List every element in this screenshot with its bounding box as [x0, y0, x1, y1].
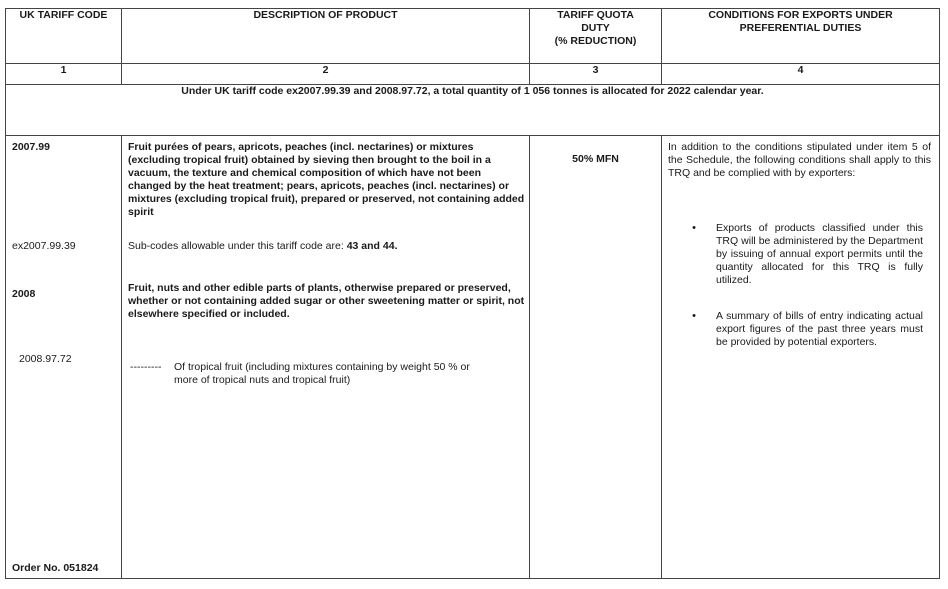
- column-number: 2: [122, 64, 530, 85]
- subheading-dashes: ---------: [130, 361, 162, 373]
- condition-text: A summary of bills of entry indicating actual export figures of the past three years must be provided by potential exporters.: [716, 310, 923, 348]
- conditions-intro: In addition to the conditions stipulated under item 5 of the Schedule, the following conditions shall apply to this TRQ and be complied with by exporters:: [668, 141, 931, 179]
- header-row: [6, 9, 940, 64]
- header-conditions: CONDITIONS FOR EXPORTS UNDER PREFERENTIAL DUTIES: [662, 9, 940, 64]
- condition-text: Exports of products classified under this TRQ will be administered by the Department by issuing of annual export permits until the quantity allocated for this TRQ is fully utilized.: [716, 222, 923, 286]
- product-description: Fruit, nuts and other edible parts of plants, otherwise prepared or preserved, whether or not containing added sugar or other sweetening matter or spirit, not elsewhere specified or included.: [128, 282, 525, 320]
- description-cell: [122, 136, 530, 579]
- column-number-row: [6, 64, 940, 85]
- header-uk-tariff-code: UK TARIFF CODE: [6, 9, 122, 64]
- tariff-code: 2007.99: [12, 141, 50, 153]
- tariff-quota-duty: 50% MFN: [572, 153, 619, 165]
- header-tariff-quota-duty: TARIFF QUOTA DUTY (% REDUCTION): [530, 9, 662, 64]
- column-number: 1: [6, 64, 122, 85]
- product-description: Fruit purées of pears, apricots, peaches (incl. nectarines) or mixtures (excluding tropical fruit) obtained by sieving then brought to the boil in a vacuum, the texture and chemical composition of which have not been changed by the heat treatment; pears, apricots, peaches (incl. nectarines) or mixtures (excluding tropical fruit), prepared or preserved, not containing added spirit: [128, 141, 525, 218]
- tariff-quota-table: [5, 8, 940, 579]
- subheading-description: Of tropical fruit (including mixtures containing by weight 50 % or more of tropical nuts and tropical fruit): [174, 361, 470, 386]
- condition-bullet: [687, 222, 923, 287]
- tariff-code: 2008.97.72: [19, 353, 72, 365]
- bullet-icon: •: [692, 310, 696, 322]
- duty-cell: [530, 136, 662, 579]
- sub-codes-note: Sub-codes allowable under this tariff code are: 43 and 44.: [128, 240, 398, 252]
- bullet-icon: •: [692, 222, 696, 234]
- condition-bullet: [687, 310, 923, 349]
- column-number: 4: [662, 64, 940, 85]
- allocation-row: [6, 85, 940, 136]
- tariff-code: 2008: [12, 288, 36, 300]
- order-number: Order No. 051824: [12, 562, 99, 574]
- conditions-cell: [662, 136, 940, 579]
- allocation-note: Under UK tariff code ex2007.99.39 and 2008.97.72, a total quantity of 1 056 tonnes is allocated for 2022 calendar year.: [6, 85, 940, 136]
- codes-cell: [6, 136, 122, 579]
- tariff-code: ex2007.99.39: [12, 240, 76, 252]
- header-description: DESCRIPTION OF PRODUCT: [122, 9, 530, 64]
- tariff-entry-row: [6, 136, 940, 579]
- column-number: 3: [530, 64, 662, 85]
